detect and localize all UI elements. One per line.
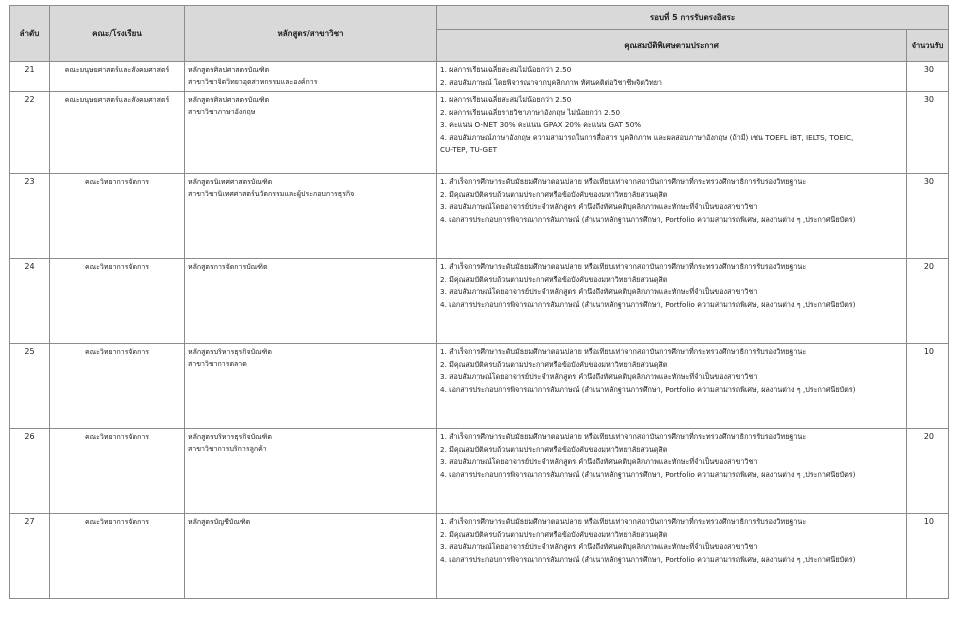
row-number: 22 xyxy=(10,92,50,174)
criteria-line: 2. มีคุณสมบัติครบถ้วนตามประกาศหรือข้อบังคับของมหาวิทยาลัยสวนดุสิต xyxy=(440,529,668,539)
criteria-line: 4. เอกสารประกอบการพิจารณาการสัมภาษณ์ (สำเนาหลักฐานการศึกษา, Portfolio ความสามารถพิเศษ, ผลงานต่าง ๆ ,ประกาศนียบัตร) xyxy=(440,299,856,309)
header-round: รอบที่ 5 การรับตรงอิสระ xyxy=(437,6,949,30)
criteria-line: 2. สอบสัมภาษณ์ โดยพิจารณาจากบุคลิกภาพ ทัศนคติต่อวิชาชีพจิตวิทยา xyxy=(440,77,662,87)
program-line: สาขาวิชาภาษาอังกฤษ xyxy=(188,108,256,116)
criteria-cell xyxy=(437,344,907,429)
criteria-line: 3. สอบสัมภาษณ์โดยอาจารย์ประจำหลักสูตร คำนึงถึงทัศนคติบุคลิกภาพและทักษะที่จำเป็นของสาขาวิชา xyxy=(440,202,758,211)
criteria-line: 1. สำเร็จการศึกษาระดับมัธยมศึกษาตอนปลาย หรือเทียบเท่าจากสถาบันการศึกษาที่กระทรวงศึกษาธิการรับรองวิทยฐานะ xyxy=(440,262,807,271)
criteria-line: 1. สำเร็จการศึกษาระดับมัธยมศึกษาตอนปลาย หรือเทียบเท่าจากสถาบันการศึกษาที่กระทรวงศึกษาธิการรับรองวิทยฐานะ xyxy=(440,347,807,356)
criteria-line: 4. เอกสารประกอบการพิจารณาการสัมภาษณ์ (สำเนาหลักฐานการศึกษา, Portfolio ความสามารถพิเศษ, ผลงานต่าง ๆ ,ประกาศนียบัตร) xyxy=(440,214,856,224)
criteria-line: 2. มีคุณสมบัติครบถ้วนตามประกาศหรือข้อบังคับของมหาวิทยาลัยสวนดุสิต xyxy=(440,274,668,284)
program-line: สาขาวิชาการตลาด xyxy=(188,360,247,368)
program-line: สาขาวิชาจิตวิทยาอุตสาหกรรมและองค์การ xyxy=(188,78,318,86)
table-row xyxy=(10,344,949,429)
table-row xyxy=(10,514,949,599)
criteria-line: 1. ผลการเรียนเฉลี่ยสะสมไม่น้อยกว่า 2.50 xyxy=(440,65,572,74)
program-cell xyxy=(185,259,437,344)
program-cell xyxy=(185,62,437,92)
program-line: สาขาวิชานิเทศศาสตร์นวัตกรรมและผู้ประกอบการธุรกิจ xyxy=(188,190,355,198)
program-line: สาขาวิชาการบริการลูกค้า xyxy=(188,445,267,453)
criteria-line: 3. สอบสัมภาษณ์โดยอาจารย์ประจำหลักสูตร คำนึงถึงทัศนคติบุคลิกภาพและทักษะที่จำเป็นของสาขาวิชา xyxy=(440,457,758,466)
criteria-line: 4. เอกสารประกอบการพิจารณาการสัมภาษณ์ (สำเนาหลักฐานการศึกษา, Portfolio ความสามารถพิเศษ, ผลงานต่าง ๆ ,ประกาศนียบัตร) xyxy=(440,469,856,479)
program-line: หลักสูตรนิเทศศาสตรบัณฑิต xyxy=(188,178,273,186)
criteria-line: 2. มีคุณสมบัติครบถ้วนตามประกาศหรือข้อบังคับของมหาวิทยาลัยสวนดุสิต xyxy=(440,444,668,454)
program-cell xyxy=(185,174,437,259)
criteria-cell xyxy=(437,62,907,92)
row-number: 21 xyxy=(10,62,50,92)
header-no: ลำดับ xyxy=(10,6,50,62)
criteria-line: 1. ผลการเรียนเฉลี่ยสะสมไม่น้อยกว่า 2.50 xyxy=(440,95,572,104)
quota-cell: 20 xyxy=(907,429,949,514)
program-cell xyxy=(185,429,437,514)
admission-table xyxy=(9,5,949,599)
criteria-line: 3. สอบสัมภาษณ์โดยอาจารย์ประจำหลักสูตร คำนึงถึงทัศนคติบุคลิกภาพและทักษะที่จำเป็นของสาขาวิชา xyxy=(440,542,758,551)
table-row xyxy=(10,62,949,92)
faculty-cell: คณะวิทยาการจัดการ xyxy=(50,174,185,259)
quota-cell: 10 xyxy=(907,514,949,599)
criteria-line: 1. สำเร็จการศึกษาระดับมัธยมศึกษาตอนปลาย หรือเทียบเท่าจากสถาบันการศึกษาที่กระทรวงศึกษาธิการรับรองวิทยฐานะ xyxy=(440,177,807,186)
criteria-cell xyxy=(437,259,907,344)
criteria-line: 3. สอบสัมภาษณ์โดยอาจารย์ประจำหลักสูตร คำนึงถึงทัศนคติบุคลิกภาพและทักษะที่จำเป็นของสาขาวิชา xyxy=(440,372,758,381)
header-program: หลักสูตร/สาขาวิชา xyxy=(185,6,437,62)
criteria-line: 3. สอบสัมภาษณ์โดยอาจารย์ประจำหลักสูตร คำนึงถึงทัศนคติบุคลิกภาพและทักษะที่จำเป็นของสาขาวิชา xyxy=(440,287,758,296)
criteria-line: CU-TEP, TU-GET xyxy=(440,145,498,154)
criteria-line: 4. สอบสัมภาษณ์ภาษาอังกฤษ ความสามารถในการสื่อสาร บุคลิกภาพ และผลสอบภาษาอังกฤษ (ถ้ามี) เช่น TOEFL iBT, IELTS, TOEIC, xyxy=(440,132,854,142)
table-row xyxy=(10,259,949,344)
header-quota: จำนวนรับ xyxy=(907,30,949,62)
criteria-line: 2. มีคุณสมบัติครบถ้วนตามประกาศหรือข้อบังคับของมหาวิทยาลัยสวนดุสิต xyxy=(440,359,668,369)
criteria-cell xyxy=(437,514,907,599)
faculty-cell: คณะมนุษยศาสตร์และสังคมศาสตร์ xyxy=(50,62,185,92)
table-row xyxy=(10,429,949,514)
program-line: หลักสูตรศิลปศาสตรบัณฑิต xyxy=(188,66,270,74)
row-number: 23 xyxy=(10,174,50,259)
criteria-line: 4. เอกสารประกอบการพิจารณาการสัมภาษณ์ (สำเนาหลักฐานการศึกษา, Portfolio ความสามารถพิเศษ, ผลงานต่าง ๆ ,ประกาศนียบัตร) xyxy=(440,384,856,394)
criteria-line: 1. สำเร็จการศึกษาระดับมัธยมศึกษาตอนปลาย หรือเทียบเท่าจากสถาบันการศึกษาที่กระทรวงศึกษาธิการรับรองวิทยฐานะ xyxy=(440,517,807,526)
table-row xyxy=(10,174,949,259)
faculty-cell: คณะมนุษยศาสตร์และสังคมศาสตร์ xyxy=(50,92,185,174)
program-line: หลักสูตรบริหารธุรกิจบัณฑิต xyxy=(188,433,272,441)
program-line: หลักสูตรบริหารธุรกิจบัณฑิต xyxy=(188,348,272,356)
row-number: 24 xyxy=(10,259,50,344)
program-line: หลักสูตรการจัดการบัณฑิต xyxy=(188,263,268,271)
faculty-cell: คณะวิทยาการจัดการ xyxy=(50,514,185,599)
faculty-cell: คณะวิทยาการจัดการ xyxy=(50,259,185,344)
header-faculty: คณะ/โรงเรียน xyxy=(50,6,185,62)
criteria-line: 1. สำเร็จการศึกษาระดับมัธยมศึกษาตอนปลาย หรือเทียบเท่าจากสถาบันการศึกษาที่กระทรวงศึกษาธิการรับรองวิทยฐานะ xyxy=(440,432,807,441)
criteria-cell xyxy=(437,92,907,174)
criteria-line: 4. เอกสารประกอบการพิจารณาการสัมภาษณ์ (สำเนาหลักฐานการศึกษา, Portfolio ความสามารถพิเศษ, ผลงานต่าง ๆ ,ประกาศนียบัตร) xyxy=(440,554,856,564)
program-line: หลักสูตรศิลปศาสตรบัณฑิต xyxy=(188,96,270,104)
program-cell xyxy=(185,92,437,174)
program-line: หลักสูตรบัญชีบัณฑิต xyxy=(188,518,251,526)
quota-cell: 30 xyxy=(907,92,949,174)
quota-cell: 30 xyxy=(907,174,949,259)
table-body xyxy=(10,62,949,599)
quota-cell: 10 xyxy=(907,344,949,429)
row-number: 25 xyxy=(10,344,50,429)
faculty-cell: คณะวิทยาการจัดการ xyxy=(50,429,185,514)
criteria-cell xyxy=(437,174,907,259)
program-cell xyxy=(185,514,437,599)
criteria-line: 2. มีคุณสมบัติครบถ้วนตามประกาศหรือข้อบังคับของมหาวิทยาลัยสวนดุสิต xyxy=(440,189,668,199)
header-criteria: คุณสมบัติพิเศษตามประกาศ xyxy=(437,30,907,62)
quota-cell: 20 xyxy=(907,259,949,344)
faculty-cell: คณะวิทยาการจัดการ xyxy=(50,344,185,429)
quota-cell: 30 xyxy=(907,62,949,92)
table-row xyxy=(10,92,949,174)
criteria-line: 3. คะแนน O-NET 30% คะแนน GPAX 20% คะแนน GAT 50% xyxy=(440,120,642,129)
program-cell xyxy=(185,344,437,429)
row-number: 26 xyxy=(10,429,50,514)
criteria-line: 2. ผลการเรียนเฉลี่ยรายวิชาภาษาอังกฤษ ไม่น้อยกว่า 2.50 xyxy=(440,107,621,117)
criteria-cell xyxy=(437,429,907,514)
row-number: 27 xyxy=(10,514,50,599)
